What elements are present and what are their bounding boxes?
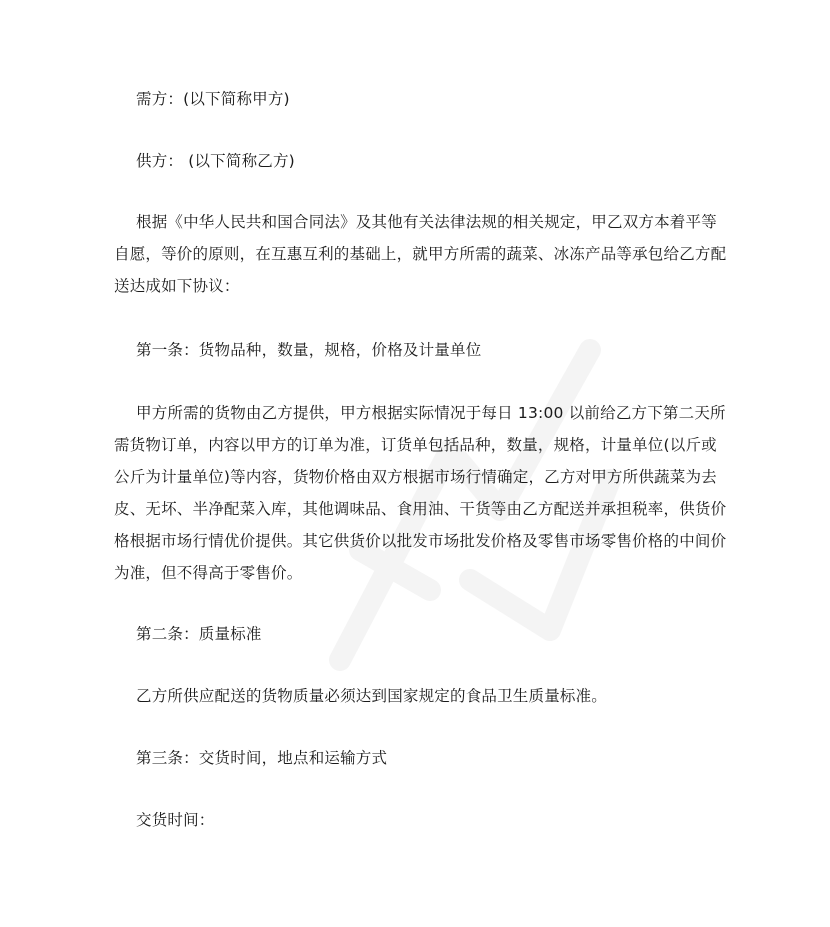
article3-title: 第三条：交货时间，地点和运输方式 — [136, 749, 388, 767]
article1-line: 皮、无坏、半净配菜入库，其他调味品、食用油、干货等由乙方配送并承担税率，供货价 — [114, 500, 727, 518]
article1-line: 公斤为计量单位)等内容，货物价格由双方根据市场行情确定，乙方对甲方所供蔬菜为去 — [114, 468, 717, 486]
supply-party-line: 供方： (以下简称乙方) — [136, 152, 295, 170]
article1-paragraph — [114, 397, 756, 589]
intro-line: 根据《中华人民共和国合同法》及其他有关法律法规的相关规定，甲乙双方本着平等 — [136, 213, 717, 231]
intro-line: 自愿，等价的原则，在互惠互利的基础上，就甲方所需的蔬菜、冰冻产品等承包给乙方配 — [114, 245, 727, 263]
article1-line: 甲方所需的货物由乙方提供，甲方根据实际情况于每日 13:00 以前给乙方下第二天所 — [136, 404, 726, 422]
article2-body: 乙方所供应配送的货物质量必须达到国家规定的食品卫生质量标准。 — [136, 687, 608, 705]
demand-party-line: 需方：(以下简称甲方) — [136, 90, 290, 108]
delivery-time-label: 交货时间： — [136, 811, 215, 829]
intro-paragraph — [114, 206, 756, 302]
article1-line: 为准，但不得高于零售价。 — [114, 564, 303, 582]
article2-title: 第二条：质量标准 — [136, 625, 262, 643]
intro-line: 送达成如下协议： — [114, 277, 240, 295]
article1-title: 第一条：货物品种，数量，规格，价格及计量单位 — [136, 341, 482, 359]
article1-line: 需货物订单，内容以甲方的订单为准，订货单包括品种，数量，规格，计量单位(以斤或 — [114, 436, 717, 454]
article1-line: 格根据市场行情优价提供。其它供货价以批发市场批发价格及零售市场零售价格的中间价 — [114, 532, 727, 550]
